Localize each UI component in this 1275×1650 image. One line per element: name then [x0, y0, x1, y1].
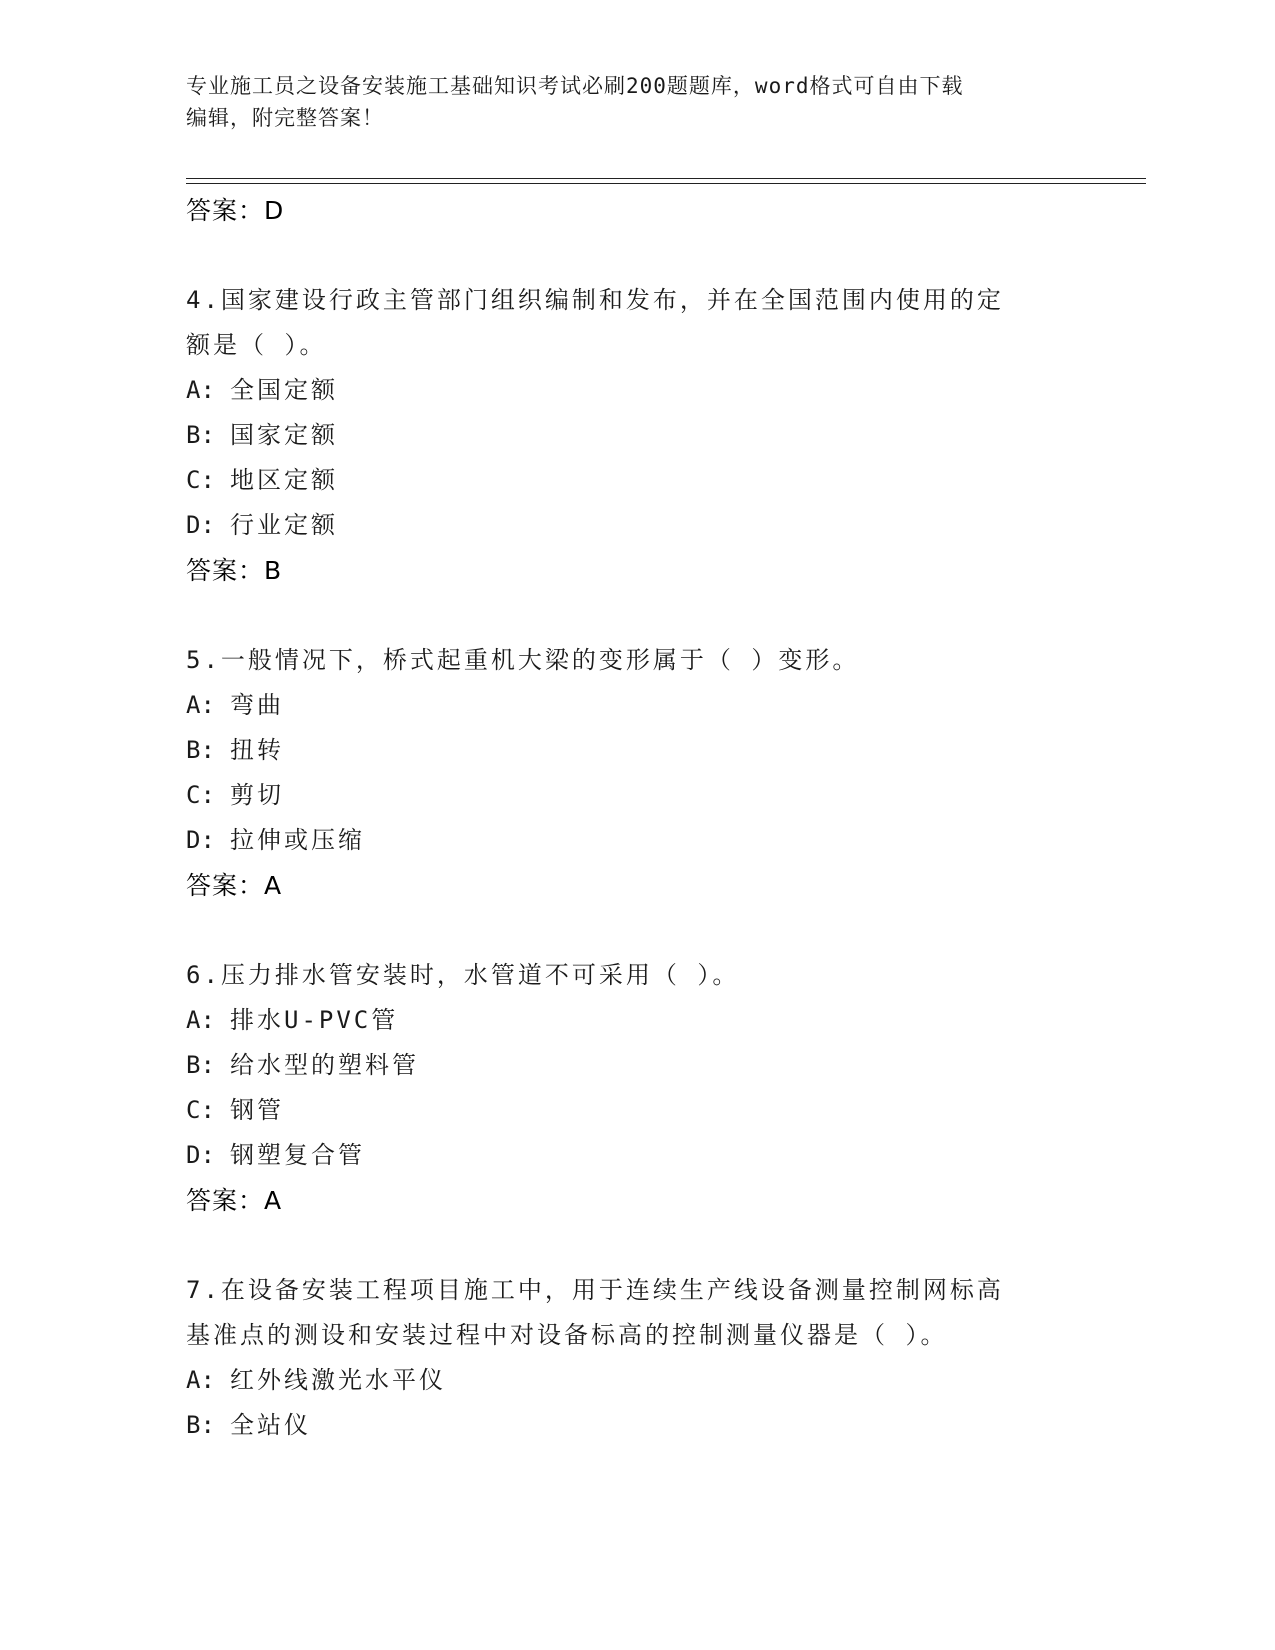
header-line-1: 专业施工员之设备安装施工基础知识考试必刷200题题库，word格式可自由下载 — [186, 74, 964, 98]
option-text: 弯曲 — [230, 691, 284, 719]
option-text: 地区定额 — [230, 466, 338, 494]
option-item — [186, 458, 1146, 503]
option-text: 剪切 — [230, 781, 284, 809]
option-label: A: — [186, 1366, 215, 1394]
option-item — [186, 368, 1146, 413]
option-text: 钢管 — [230, 1096, 284, 1124]
option-label: A: — [186, 691, 215, 719]
question-stem: 基准点的测设和安装过程中对设备标高的控制测量仪器是（ ）。 — [186, 1321, 948, 1349]
question-list — [186, 188, 1146, 1448]
spacer — [186, 908, 1146, 953]
question-stem: 4.国家建设行政主管部门组织编制和发布，并在全国范围内使用的定 — [186, 286, 1004, 314]
option-label: B: — [186, 421, 215, 449]
spacer — [186, 1223, 1146, 1268]
option-label: D: — [186, 1141, 215, 1169]
option-label: B: — [186, 1411, 215, 1439]
option-label: A: — [186, 376, 215, 404]
answer-line: 答案：B — [186, 556, 283, 585]
option-text: 全站仪 — [230, 1411, 311, 1439]
option-label: C: — [186, 1096, 215, 1124]
option-item — [186, 773, 1146, 818]
option-text: 全国定额 — [230, 376, 338, 404]
question-block — [186, 278, 1146, 593]
option-text: 钢塑复合管 — [230, 1141, 365, 1169]
spacer — [186, 593, 1146, 638]
option-item — [186, 728, 1146, 773]
option-item — [186, 1088, 1146, 1133]
option-item — [186, 683, 1146, 728]
option-label: B: — [186, 1051, 215, 1079]
question-stem: 额是（ ）。 — [186, 331, 327, 359]
question-stem: 5.一般情况下，桥式起重机大梁的变形属于（ ）变形。 — [186, 646, 860, 674]
option-label: D: — [186, 511, 215, 539]
option-text: 扭转 — [230, 736, 284, 764]
question-stem: 7.在设备安装工程项目施工中，用于连续生产线设备测量控制网标高 — [186, 1276, 1004, 1304]
option-label: C: — [186, 466, 215, 494]
option-item — [186, 1403, 1146, 1448]
option-label: B: — [186, 736, 215, 764]
option-text: 国家定额 — [230, 421, 338, 449]
option-text: 拉伸或压缩 — [230, 826, 365, 854]
option-item — [186, 413, 1146, 458]
question-block — [186, 1268, 1146, 1448]
question-block — [186, 953, 1146, 1223]
option-text: 行业定额 — [230, 511, 338, 539]
answer-line: 答案：A — [186, 871, 283, 900]
option-label: C: — [186, 781, 215, 809]
option-text: 红外线激光水平仪 — [230, 1366, 446, 1394]
option-text: 排水U-PVC管 — [230, 1006, 399, 1034]
option-label: D: — [186, 826, 215, 854]
header-rule-bottom — [186, 183, 1146, 184]
option-item — [186, 1358, 1146, 1403]
answer-line: 答案：A — [186, 1186, 283, 1215]
option-item — [186, 503, 1146, 548]
header-rule-top — [186, 178, 1146, 179]
question-stem: 6.压力排水管安装时，水管道不可采用（ ）。 — [186, 961, 740, 989]
question-block — [186, 638, 1146, 908]
option-item — [186, 818, 1146, 863]
header-line-2: 编辑，附完整答案！ — [186, 106, 384, 130]
option-label: A: — [186, 1006, 215, 1034]
option-text: 给水型的塑料管 — [230, 1051, 419, 1079]
option-item — [186, 998, 1146, 1043]
option-item — [186, 1043, 1146, 1088]
spacer — [186, 233, 1146, 278]
document-header — [186, 70, 1086, 134]
answer-line: 答案：D — [186, 196, 285, 225]
option-item — [186, 1133, 1146, 1178]
